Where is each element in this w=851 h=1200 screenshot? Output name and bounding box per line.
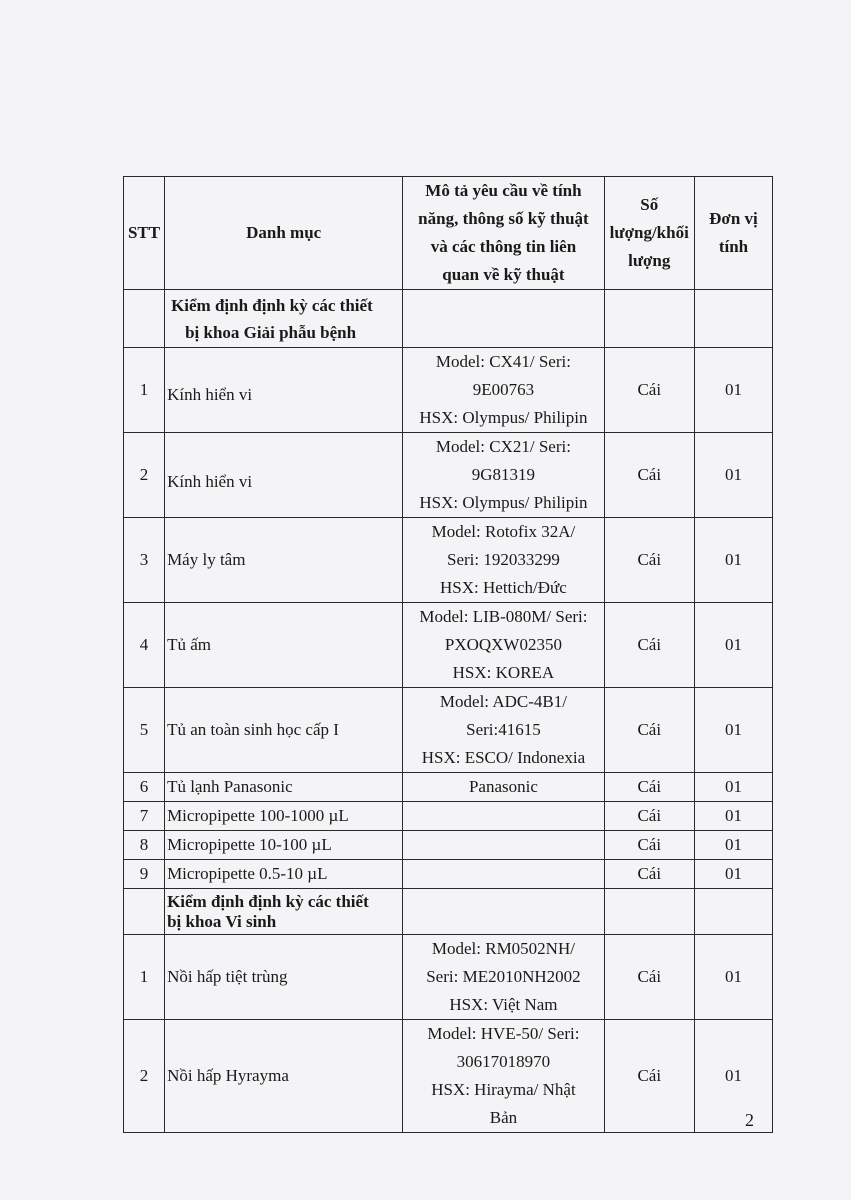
section-title: Kiểm định định kỳ các thiết bị khoa Vi sinh xyxy=(165,889,403,935)
table-row: 7 Micropipette 100-1000 µL Cái 01 xyxy=(124,802,773,831)
table-row: 9 Micropipette 0.5-10 µL Cái 01 xyxy=(124,860,773,889)
header-stt: STT xyxy=(124,177,165,290)
section-row xyxy=(124,290,773,348)
equipment-table xyxy=(123,176,773,1133)
table-row: 3 Máy ly tâm Model: Rotofix 32A/ Seri: 192033299 HSX: Hettich/Đức Cái 01 xyxy=(124,518,773,603)
table-row: 2 Nồi hấp Hyrayma Model: HVE-50/ Seri: 30617018970 HSX: Hirayma/ Nhật Bản Cái 01 xyxy=(124,1020,773,1133)
table-row: 1 Kính hiển vi Model: CX41/ Seri: 9E00763 HSX: Olympus/ Philipin Cái 01 xyxy=(124,348,773,433)
header-name: Danh mục xyxy=(165,177,403,290)
header-qty: Số lượng/khối lượng xyxy=(604,177,694,290)
header-row xyxy=(124,177,773,290)
table-row: 5 Tủ an toàn sinh học cấp I Model: ADC-4B1/ Seri:41615 HSX: ESCO/ Indonexia Cái 01 xyxy=(124,688,773,773)
table-row: 2 Kính hiển vi Model: CX21/ Seri: 9G81319 HSX: Olympus/ Philipin Cái 01 xyxy=(124,433,773,518)
section-title: Kiểm định định kỳ các thiết bị khoa Giải phẫu bệnh xyxy=(165,290,403,348)
header-desc: Mô tả yêu cầu về tính năng, thông số kỹ thuật và các thông tin liên quan về kỹ thuật xyxy=(403,177,604,290)
table-row: 6 Tủ lạnh Panasonic Panasonic Cái 01 xyxy=(124,773,773,802)
section-row xyxy=(124,889,773,935)
table-row: 8 Micropipette 10-100 µL Cái 01 xyxy=(124,831,773,860)
header-unit: Đơn vị tính xyxy=(694,177,772,290)
table-row: 1 Nồi hấp tiệt trùng Model: RM0502NH/ Seri: ME2010NH2002 HSX: Việt Nam Cái 01 xyxy=(124,935,773,1020)
page-number: 2 xyxy=(745,1110,754,1130)
table-row: 4 Tủ ấm Model: LIB-080M/ Seri: PXOQXW02350 HSX: KOREA Cái 01 xyxy=(124,603,773,688)
